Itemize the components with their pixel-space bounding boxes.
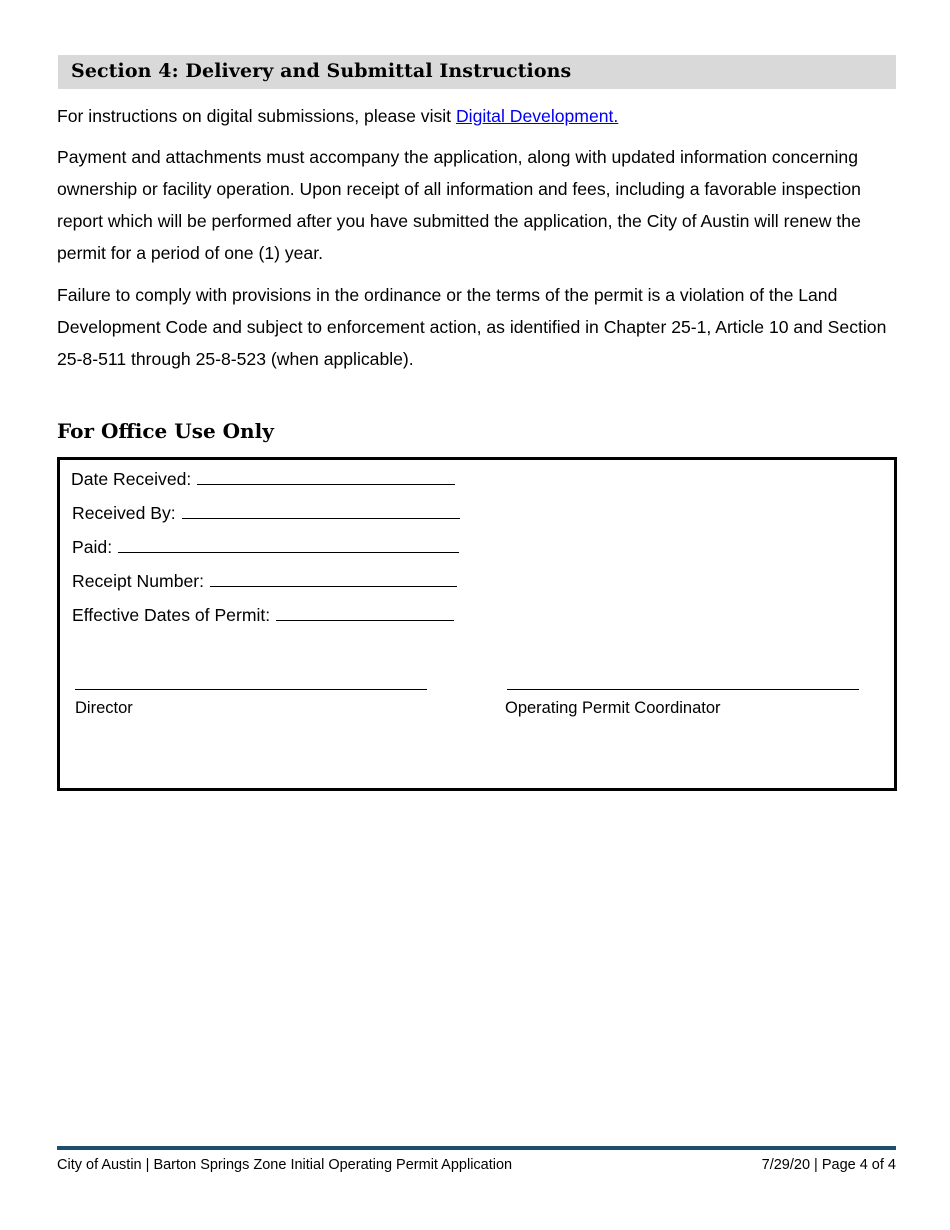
footer-document-title: City of Austin | Barton Springs Zone Initial Operating Permit Application bbox=[57, 1157, 513, 1173]
paid-field[interactable] bbox=[72, 536, 459, 558]
effective-dates-field[interactable] bbox=[72, 604, 454, 626]
intro-paragraph bbox=[57, 100, 897, 132]
director-label: Director bbox=[75, 699, 133, 717]
digital-development-link[interactable]: Digital Development. bbox=[455, 106, 619, 126]
failure-paragraph: Failure to comply with provisions in the ordinance or the terms of the permit is a violation of the Land Development Code and subject to enforcement action, as identified in Chapter 25-1, Article 10 and Section 25-8-511 through 25-8-523 (when applicable). bbox=[57, 285, 887, 369]
section-title: Section 4: Delivery and Submittal Instructions bbox=[71, 60, 572, 82]
effective-dates-label: Effective Dates of Permit: bbox=[72, 605, 271, 625]
intro-text: For instructions on digital submissions, please visit bbox=[57, 106, 456, 126]
received-by-label: Received By: bbox=[72, 503, 176, 523]
received-by-blank[interactable] bbox=[182, 504, 460, 519]
footer-page-info: 7/29/20 | Page 4 of 4 bbox=[761, 1157, 896, 1173]
date-received-field[interactable] bbox=[71, 468, 455, 490]
section-header bbox=[58, 55, 896, 89]
coordinator-signature-line[interactable] bbox=[507, 689, 859, 690]
receipt-number-field[interactable] bbox=[72, 570, 457, 592]
director-signature-line[interactable] bbox=[75, 689, 427, 690]
footer-rule bbox=[57, 1146, 896, 1150]
paid-label: Paid: bbox=[72, 537, 113, 557]
effective-dates-blank[interactable] bbox=[276, 606, 454, 621]
date-received-blank[interactable] bbox=[197, 470, 455, 485]
received-by-field[interactable] bbox=[72, 502, 460, 524]
date-received-label: Date Received: bbox=[71, 469, 192, 489]
receipt-number-blank[interactable] bbox=[210, 572, 457, 587]
payment-paragraph: Payment and attachments must accompany the application, along with updated information concerning ownership or facility operation. Upon receipt of all information and fees, including a favorable inspection report which will be performed after you have submitted the application, the City of Austin will renew the permit for a period of one (1) year. bbox=[57, 147, 861, 263]
coordinator-label: Operating Permit Coordinator bbox=[505, 699, 721, 717]
paid-blank[interactable] bbox=[118, 538, 459, 553]
office-use-title: For Office Use Only bbox=[57, 419, 274, 443]
receipt-number-label: Receipt Number: bbox=[72, 571, 205, 591]
